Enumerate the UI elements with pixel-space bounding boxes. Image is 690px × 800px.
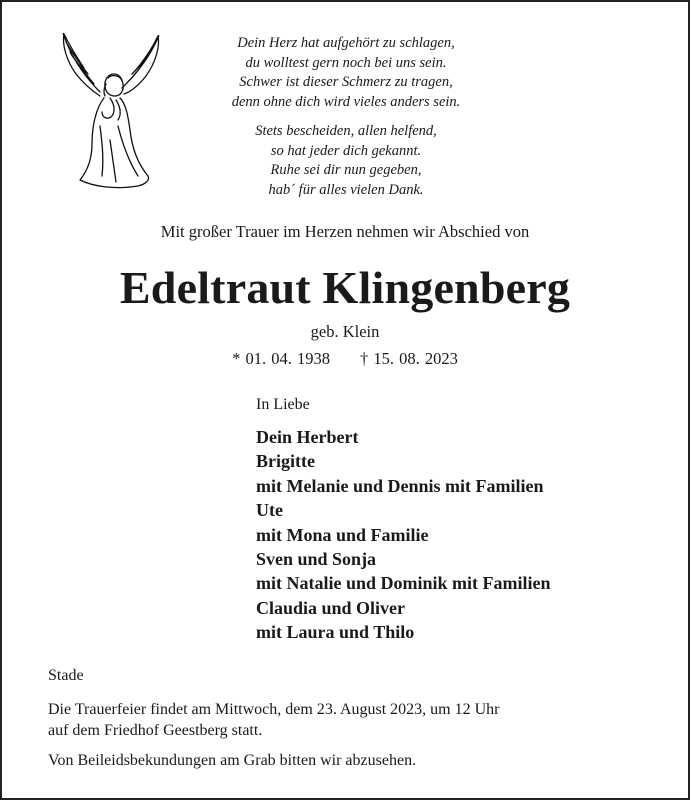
in-love-label: In Liebe (256, 396, 310, 413)
mourner-line: Sven und Sonja (256, 549, 377, 570)
life-dates (2, 349, 688, 369)
poem-line: Ruhe sei dir nun gegeben, (270, 162, 422, 178)
funeral-line: Die Trauerfeier findet am Mittwoch, dem 23. August 2023, um 12 Uhr (48, 701, 500, 718)
poem-stanza-1 (188, 34, 504, 112)
mourner-line: mit Natalie und Dominik mit Familien (256, 573, 551, 594)
funeral-line: auf dem Friedhof Geestberg statt. (48, 722, 263, 739)
intro-text: Mit großer Trauer im Herzen nehmen wir Abschied von (160, 222, 530, 241)
mourner-line: Brigitte (256, 451, 315, 472)
poem-line: Stets bescheiden, allen helfend, (255, 123, 437, 139)
poem-line: denn ohne dich wird vieles anders sein. (231, 93, 461, 110)
mourners-list (256, 425, 551, 645)
mourner-line: mit Melanie und Dennis mit Familien (256, 475, 544, 496)
poem-line: hab´ für alles vielen Dank. (268, 181, 424, 198)
condolence-note: Von Beileidsbekundungen am Grab bitten wir abzusehen. (48, 752, 417, 769)
mourner-line: mit Laura und Thilo (256, 622, 415, 643)
death-date: † 15. 08. 2023 (360, 349, 458, 368)
poem-line: Dein Herz hat aufgehört zu schlagen, (237, 35, 455, 51)
birth-date: * 01. 04. 1938 (232, 349, 330, 368)
deceased-name: Edeltraut Klingenberg (119, 262, 571, 313)
place-name: Stade (48, 667, 84, 684)
funeral-info (48, 699, 648, 741)
poem-line: Schwer ist dieser Schmerz zu tragen, (239, 74, 453, 90)
mourner-line: Dein Herbert (256, 427, 359, 447)
poem-stanza-2 (188, 122, 504, 200)
poem-line: so hat jeder dich gekannt. (270, 142, 422, 159)
poem-line: du wolltest gern noch bei uns sein. (245, 54, 447, 71)
praying-angel-icon (42, 30, 164, 192)
mourner-line: Ute (256, 500, 283, 521)
mourner-line: Claudia und Oliver (256, 597, 406, 618)
mourner-line: mit Mona und Familie (256, 524, 429, 545)
maiden-name: geb. Klein (310, 322, 380, 341)
